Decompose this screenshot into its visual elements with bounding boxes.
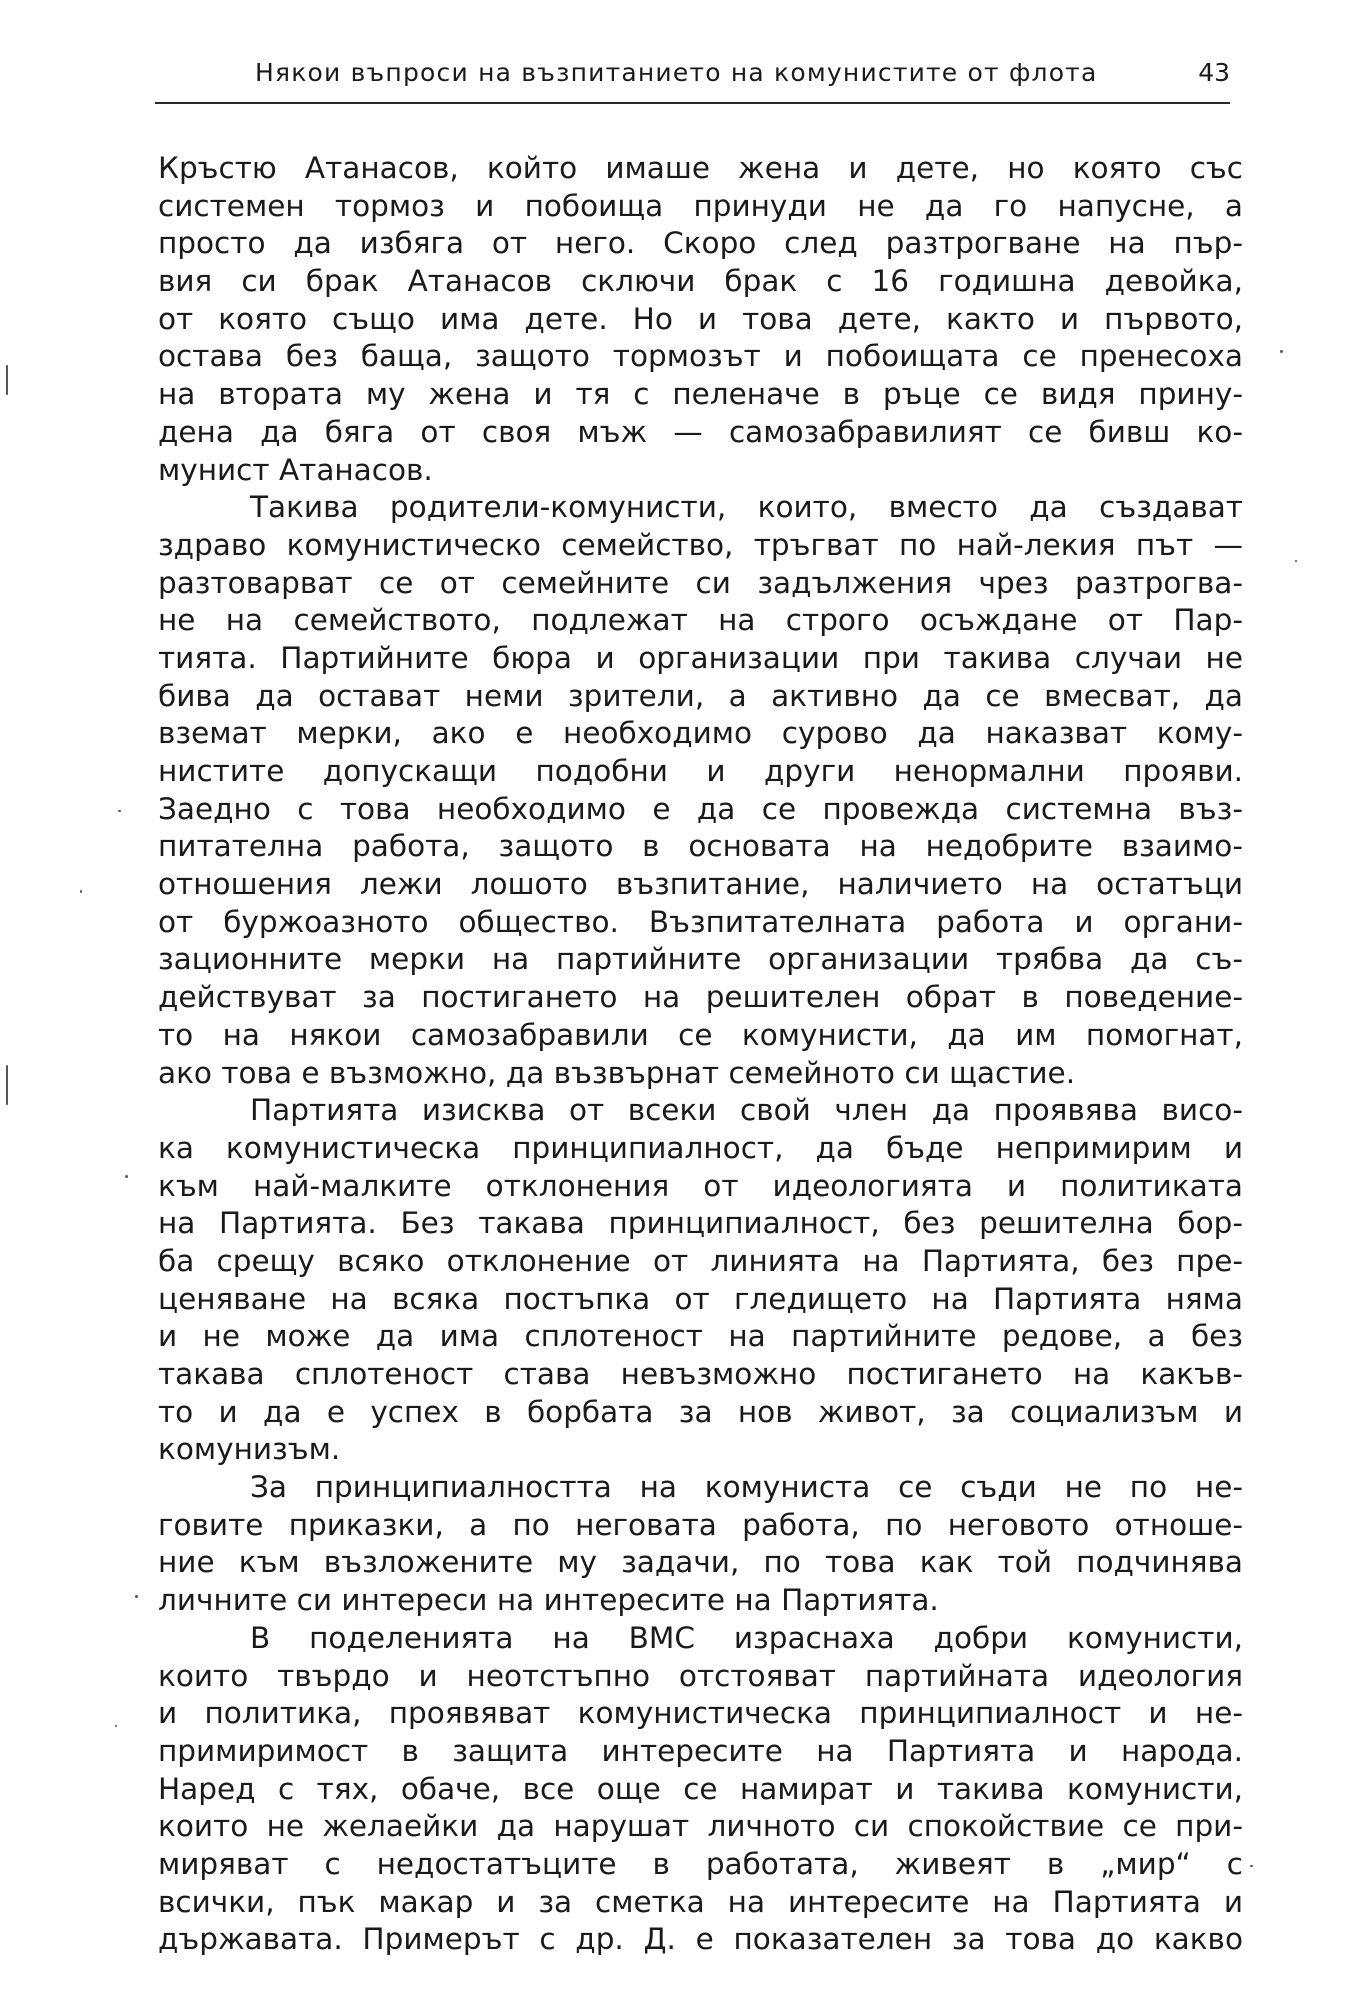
header-rule <box>155 102 1230 104</box>
text-line: Наред с тях, обаче, все още се намират и такива комунисти, <box>158 1771 1243 1806</box>
text-line: ка комунистическа принципиалност, да бъде непримирим и <box>158 1130 1243 1165</box>
scan-speck <box>135 1595 138 1598</box>
running-head <box>155 56 1230 96</box>
scan-speck <box>6 365 8 395</box>
scan-speck <box>6 1065 8 1105</box>
text-line: такава сплотеност става невъзможно постигането на какъв- <box>158 1357 1243 1391</box>
text-line: остава без баща, защото тормозът и побоищата се пренесоха <box>158 339 1243 374</box>
text-line: то на някои самозабравили се комунисти, да им помогнат, <box>158 1017 1243 1052</box>
running-title: Някои въпроси на възпитанието на комунистите от флота <box>255 58 1098 87</box>
text-line: миряват с недостатъците в работата, живеят в „мир“ с <box>158 1846 1243 1881</box>
text-line: ба срещу всяко отклонение от линията на Партията, без пре- <box>158 1243 1243 1278</box>
text-line: питателна работа, защото в основата на недобрите взаимо- <box>158 829 1243 864</box>
text-line: Заедно с това необходимо е да се провежда системна въз- <box>158 791 1243 826</box>
text-line: от която също има дете. Но и това дете, както и първото, <box>158 301 1243 336</box>
text-line: и политика, проявяват комунистическа принципиалност и не- <box>158 1696 1243 1731</box>
paragraph-first-line: В поделенията на ВМС израснаха добри комунисти, <box>250 1620 1243 1655</box>
scan-speck <box>1295 560 1297 562</box>
text-line: вия си брак Атанасов сключи брак с 16 годишна девойка, <box>158 264 1243 299</box>
text-line: към най-малките отклонения от идеологията и политиката <box>158 1168 1243 1203</box>
text-line: на втората му жена и тя с пеленаче в ръце се видя прину- <box>158 377 1243 412</box>
paragraph-first-line: Такива родители-комунисти, които, вместо да създават <box>250 490 1243 525</box>
text-line: системен тормоз и побоища принуди не да го напусне, а <box>158 188 1243 223</box>
text-line: то и да е успех в борбата за нов живот, за социализъм и <box>158 1394 1243 1429</box>
text-line: тията. Партийните бюра и организации при такива случаи не <box>158 640 1243 675</box>
text-line: зационните мерки на партийните организации трябва да съ- <box>158 942 1243 977</box>
text-line: които твърдо и неотстъпно отстояват партийната идеология <box>158 1658 1243 1693</box>
scan-speck <box>125 1175 128 1178</box>
text-line: комунизъм. <box>158 1432 341 1467</box>
scan-speck <box>1280 350 1283 353</box>
page-number: 43 <box>1198 58 1230 87</box>
text-line: дена да бяга от своя мъж — самозабравилият се бивш ко- <box>158 414 1243 449</box>
text-line: мунист Атанасов. <box>158 452 433 487</box>
scan-speck <box>118 810 121 812</box>
text-line: разтоварват се от семейните си задължения чрез разтрогва- <box>158 565 1243 600</box>
scan-speck <box>80 890 82 893</box>
text-line: нистите допускащи подобни и други ненормални прояви. <box>158 754 1243 788</box>
scan-speck <box>1250 1865 1253 1867</box>
text-line: и не може да има сплотеност на партийните редове, а без <box>158 1319 1243 1354</box>
text-line: Кръстю Атанасов, който имаше жена и дете, но която със <box>158 151 1243 185</box>
text-line: държавата. Примерът с др. Д. е показателен за това до какво <box>158 1922 1243 1957</box>
text-line: отношения лежи лошото възпитание, наличието на остатъци <box>158 867 1243 902</box>
text-line: на Партията. Без такава принципиалност, без решителна бор- <box>158 1206 1243 1241</box>
text-line: вземат мерки, ако е необходимо сурово да наказват кому- <box>158 716 1243 751</box>
text-line: които не желаейки да нарушат личното си спокойствие се при- <box>158 1809 1243 1844</box>
text-line: не на семейството, подлежат на строго осъждане от Пар- <box>158 603 1243 638</box>
text-line: примиримост в защита интересите на Партията и народа. <box>158 1733 1243 1768</box>
text-line: ако това е възможно, да възвърнат семейното си щастие. <box>158 1055 1076 1090</box>
text-line: ценяване на всяка постъпка от гледището на Партията няма <box>158 1281 1243 1316</box>
text-line: личните си интереси на интересите на Партията. <box>158 1583 939 1618</box>
text-line: ние към възложените му задачи, по това как той подчинява <box>158 1545 1243 1580</box>
text-line: действуват за постигането на решителен обрат в поведение- <box>158 980 1243 1015</box>
text-line: говите приказки, а по неговата работа, по неговото отноше- <box>158 1507 1243 1542</box>
body-text <box>158 150 1243 1959</box>
paragraph-first-line: За принципиалността на комуниста се съди не по не- <box>250 1470 1243 1505</box>
text-line: здраво комунистическо семейство, тръгват по най-лекия път — <box>158 527 1243 562</box>
paragraph-first-line: Партията изисква от всеки свой член да проявява висо- <box>250 1093 1243 1128</box>
text-line: всички, пък макар и за сметка на интересите на Партията и <box>158 1884 1243 1919</box>
text-line: от буржоазното общество. Възпитателната работа и органи- <box>158 904 1243 939</box>
scan-speck <box>115 1725 117 1727</box>
text-line: бива да остават неми зрители, а активно да се вмесват, да <box>158 678 1243 713</box>
text-line: просто да избяга от него. Скоро след разтрогване на пър- <box>158 226 1243 261</box>
